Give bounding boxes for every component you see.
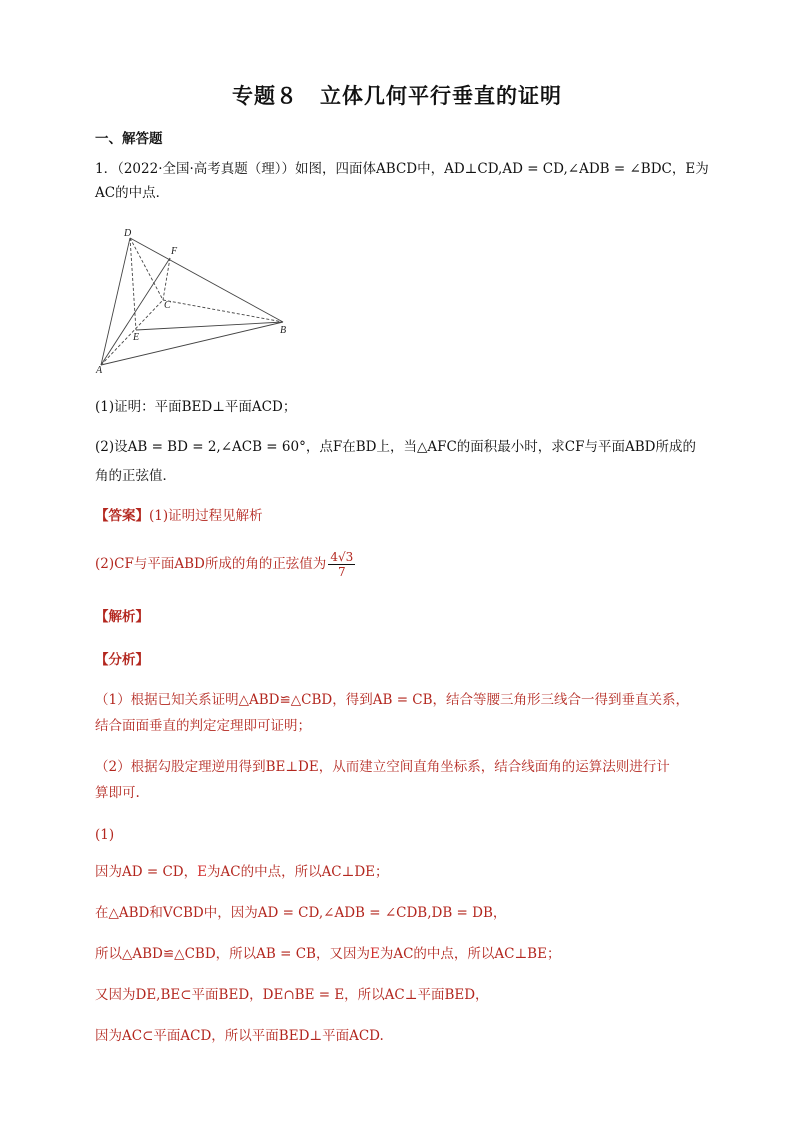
step-1-b: 为AC的中点，所以AC⊥DE； [206,864,389,880]
answer-part-1: (1)证明过程见解析 [149,508,263,524]
analysis-tag: 【解析】 [95,609,149,625]
answer-line-1 [95,506,263,526]
tetrahedron-figure [95,225,295,379]
solution-step-2: 在△ABD和VCBD中，因为AD = CD,∠ADB = ∠CDB,DB = DB， [95,905,507,921]
step-3-a: 所以△ABD≌△CBD，所以AB = CB，又因为 [95,946,370,962]
label-d: D [124,228,132,239]
edge-da [101,238,130,365]
label-c: C [164,300,171,311]
answer-part-2: (2)CF与平面ABD所成的角的正弦值为 [95,556,327,572]
edge-db [130,238,283,322]
label-b: B [280,325,287,336]
label-f: F [171,246,178,257]
fenxi-p1-line-2: 结合面面垂直的判定定理即可证明； [95,718,311,734]
problem-line-1: 1．（2022·全国·高考真题（理））如图，四面体ABCD中，AD⊥CD,AD = CD,∠ADB = ∠BDC，E为 [95,161,709,177]
label-a: A [96,365,103,375]
page-title: 专题８ 立体几何平行垂直的证明 [232,84,562,108]
problem-part-1: (1)证明：平面BED⊥平面ACD； [95,399,297,415]
problem-part-2-line-2: 角的正弦值． [95,468,176,484]
section-heading: 一、解答题 [95,131,163,147]
edge-ab [101,322,283,365]
answer-line-2 [95,550,355,579]
edge-eb [136,322,283,330]
step-3-point-e: E [369,946,380,962]
fenxi-p2-line-1: （2）根据勾股定理逆用得到BE⊥DE，从而建立空间直角坐标系，结合线面角的运算法则进行计 [95,759,670,775]
edge-cb [163,300,283,322]
solution-number: (1) [95,827,115,843]
answer-tag: 【答案】 [95,508,149,524]
step-3-b: 为AC的中点，所以AC⊥BE； [379,946,561,962]
fraction-numerator: 4√3 [330,550,354,564]
solution-step-4: 又因为DE,BE⊂平面BED，DE∩BE = E，所以AC⊥平面BED， [95,987,489,1003]
step-1-point-e: E [197,864,207,880]
fraction-denominator: 7 [337,565,346,579]
solution-step-3 [95,944,560,964]
problem-line-2: AC的中点． [95,185,170,201]
tetrahedron-diagram [95,225,295,375]
label-e: E [133,332,140,343]
edge-ac [101,300,163,365]
edge-af [101,258,170,365]
fenxi-p1-line-1: （1）根据已知关系证明△ABD≌△CBD，得到AB = CB，结合等腰三角形三线合一得到垂直关系， [95,692,690,708]
solution-step-1 [95,862,389,882]
fenxi-p2-line-2: 算即可. [95,785,140,801]
edge-fc [163,258,170,300]
answer-fraction [328,550,355,579]
step-1-a: 因为AD = CD， [95,864,198,880]
problem-part-2-line-1: (2)设AB = BD = 2,∠ACB = 60°，点F在BD上，当△AFC的面积最小时，求CF与平面ABD所成的 [95,439,696,455]
fenxi-tag: 【分析】 [95,652,149,668]
solution-step-5: 因为AC⊂平面ACD，所以平面BED⊥平面ACD. [95,1028,384,1044]
